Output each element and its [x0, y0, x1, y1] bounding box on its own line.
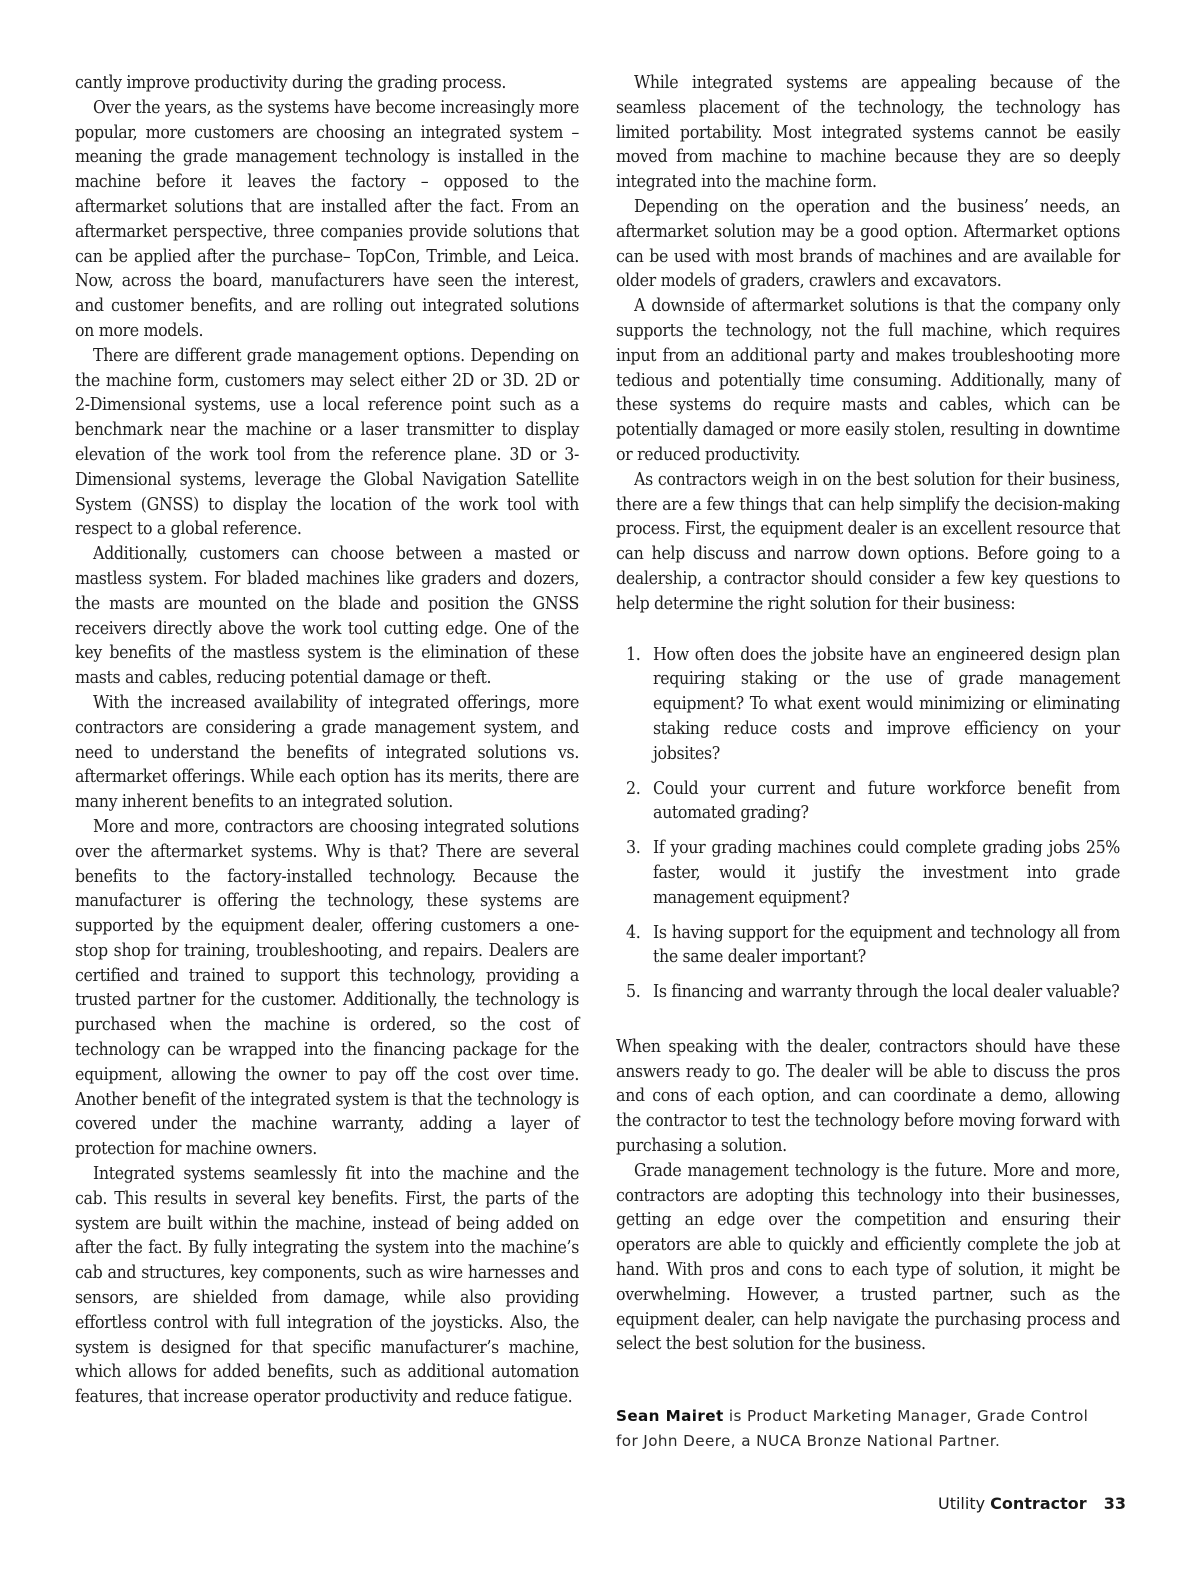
list-item	[616, 980, 1120, 1005]
bio-line-1: is Product Marketing Manager, Grade Control	[728, 1407, 1089, 1425]
list-item	[616, 836, 1120, 910]
paragraph: A downside of aftermarket solutions is that the company only supports the technology, not the full machine, which requires input from an additional party and makes troubleshooting more tedious and potentially time consuming. Additionally, many of these systems do require masts and cables, which can be potentially damaged or more easily stolen, resulting in downtime or reduced productivity.	[616, 296, 1120, 465]
paragraph: cantly improve productivity during the grading process.	[75, 73, 507, 93]
paragraph: When speaking with the dealer, contractors should have these answers ready to go. The dealer will be able to discuss the pros and cons of each option, and can coordinate a demo, allowing the contractor to test the technology before moving forward with purchasing a solution.	[616, 1036, 1120, 1157]
bio-line-2: for John Deere, a NUCA Bronze National Partner.	[616, 1432, 1001, 1450]
list-item	[616, 643, 1120, 767]
page-footer	[938, 1494, 1126, 1513]
paragraph: With the increased availability of integrated offerings, more contractors are considering a grade management system, and need to understand the benefits of integrated solutions vs. aftermarket offerings. While each option has its merits, there are many inherent benefits to an integrated solution.	[75, 692, 579, 813]
list-item	[616, 921, 1120, 971]
paragraph: Depending on the operation and the business’ needs, an aftermarket solution may be a good option. Aftermarket options can be used with most brands of machines and are available for older models of graders, crawlers and excavators.	[616, 196, 1120, 292]
left-column	[75, 71, 579, 1410]
paragraph: Integrated systems seamlessly fit into the machine and the cab. This results in several key benefits. First, the parts of the system are built within the machine, instead of being added on after the fact. By fully integrating the system into the machine’s cab and structures, key components, such as wire harnesses and sensors, are shielded from damage, while also providing effortless control with full integration of the joysticks. Also, the system is designed for that specific manufacturer’s machine, which allows for added benefits, such as additional automation features, that increase operator productivity and reduce fatigue.	[75, 1164, 579, 1408]
paragraph: Additionally, customers can choose between a masted or mastless system. For bladed machines like graders and dozers, the masts are mounted on the blade and position the GNSS receivers directly above the work tool cutting edge. One of the key benefits of the mastless system is the elimination of these masts and cables, reducing potential damage or theft.	[75, 544, 579, 689]
list-item-text: If your grading machines could complete grading jobs 25% faster, would it justify the investment into grade management equipment?	[653, 838, 1120, 908]
list-number: 3.	[626, 838, 641, 859]
author-name: Sean Mairet	[616, 1407, 724, 1425]
paragraph: Over the years, as the systems have become increasingly more popular, more customers are choosing an integrated system – meaning the grade management technology is installed in the machine before it leaves the factory – opposed to the aftermarket solutions that are installed after the fact. From an aftermarket perspective, three companies provide solutions that can be applied after the purchase– TopCon, Trimble, and Leica. Now, across the board, manufacturers have seen the interest, and customer benefits, and are rolling out integrated solutions on more models.	[75, 97, 579, 341]
paragraph: Grade management technology is the future. More and more, contractors are adopting this technology into their businesses, getting an edge over the competition and ensuring their operators are able to quickly and efficiently complete the job at hand. With pros and cons to each type of solution, it might be overwhelming. However, a trusted partner, such as the equipment dealer, can help navigate the purchasing process and select the best solution for the business.	[616, 1160, 1120, 1355]
author-bio	[616, 1404, 1136, 1454]
paragraph: There are different grade management options. Depending on the machine form, customers may select either 2D or 3D. 2D or 2-Dimensional systems, use a local reference point such as a benchmark near the machine or a laser transmitter to display elevation of the work tool from the reference plane. 3D or 3-Dimensional systems, leverage the Global Navigation Satellite System (GNSS) to display the location of the work tool with respect to a global reference.	[75, 345, 579, 540]
questions-list	[616, 643, 1120, 1005]
paragraph: More and more, contractors are choosing integrated solutions over the aftermarket systems. Why is that? There are several benefits to the factory-installed technology. Because the manufacturer is offering the technology, these systems are supported by the equipment dealer, offering customers a one-stop shop for training, troubleshooting, and repairs. Dealers are certified and trained to support this technology, providing a trusted partner for the customer. Additionally, the technology is purchased when the machine is ordered, so the cost of technology can be wrapped into the financing package for the equipment, allowing the owner to pay off the cost over time. Another benefit of the integrated system is that the technology is covered under the machine warranty, adding a layer of protection for machine owners.	[75, 816, 579, 1160]
list-item-text: How often does the jobsite have an engineered design plan requiring staking or the use of grade management equipment? To what exent would minimizing or eliminating staking reduce costs and improve efficiency on your jobsites?	[653, 644, 1120, 764]
list-item-text: Is financing and warranty through the local dealer valuable?	[653, 982, 1120, 1003]
list-number: 4.	[626, 922, 641, 943]
right-column	[616, 71, 1120, 1357]
paragraph: As contractors weigh in on the best solution for their business, there are a few things that can help simplify the decision-making process. First, the equipment dealer is an excellent resource that can help discuss and narrow down options. Before going to a dealership, a contractor should consider a few key questions to help determine the right solution for their business:	[616, 469, 1120, 614]
list-item-text: Could your current and future workforce benefit from automated grading?	[653, 778, 1120, 824]
page-number: 33	[1103, 1494, 1126, 1513]
publication-name-bold: Contractor	[990, 1494, 1087, 1513]
publication-name-light: Utility	[938, 1494, 986, 1513]
list-number: 1.	[626, 644, 641, 665]
list-number: 5.	[626, 982, 641, 1003]
paragraph: While integrated systems are appealing because of the seamless placement of the technology, the technology has limited portability. Most integrated systems cannot be easily moved from machine to machine because they are so deeply integrated into the machine form.	[616, 73, 1120, 193]
list-number: 2.	[626, 778, 641, 799]
list-item	[616, 777, 1120, 827]
list-item-text: Is having support for the equipment and technology all from the same dealer important?	[653, 922, 1120, 968]
